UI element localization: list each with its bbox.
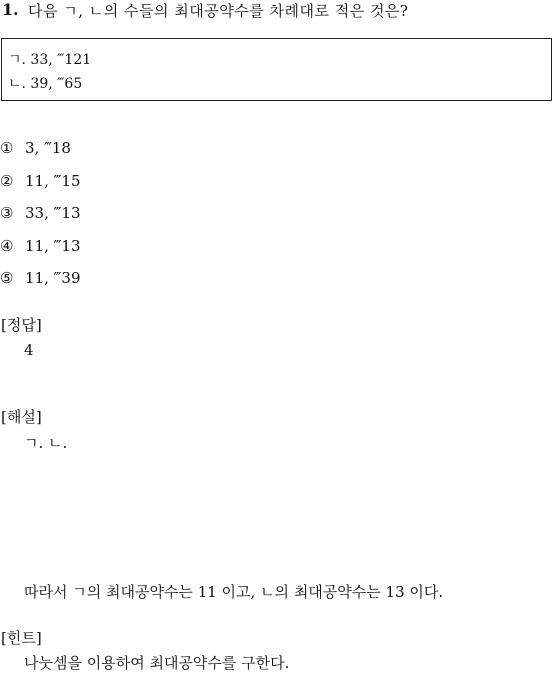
question-number: 1. bbox=[2, 0, 19, 19]
option-3[interactable] bbox=[0, 204, 81, 222]
option-2[interactable] bbox=[0, 172, 81, 190]
option-5-mark: ⑤ bbox=[0, 269, 14, 287]
explanation-conclusion: 따라서 ㄱ의 최대공약수는 11 이고, ㄴ의 최대공약수는 13 이다. bbox=[24, 583, 444, 601]
option-4-mark: ④ bbox=[0, 237, 14, 255]
explanation-line: ㄱ. ㄴ. bbox=[24, 434, 68, 452]
question-text: 다음 ㄱ, ㄴ의 수들의 최대공약수를 차례대로 적은 것은? bbox=[28, 2, 409, 20]
hint-label: [힌트] bbox=[1, 629, 42, 647]
option-1-value: 3, ‴18 bbox=[25, 139, 71, 157]
option-5[interactable] bbox=[0, 269, 81, 287]
option-2-value: 11, ‴15 bbox=[25, 172, 81, 190]
option-4[interactable] bbox=[0, 237, 81, 255]
given-item-1: ㄱ. 33, ‴121 bbox=[8, 52, 92, 68]
option-1-mark: ① bbox=[0, 139, 14, 157]
answer-value: 4 bbox=[24, 341, 34, 359]
option-3-mark: ③ bbox=[0, 204, 14, 222]
option-2-mark: ② bbox=[0, 172, 14, 190]
option-3-value: 33, ‴13 bbox=[25, 204, 81, 222]
explanation-label: [해설] bbox=[1, 408, 42, 426]
option-1[interactable] bbox=[0, 139, 71, 157]
answer-label: [정답] bbox=[1, 316, 42, 334]
given-box bbox=[1, 38, 552, 101]
option-5-value: 11, ‴39 bbox=[25, 269, 81, 287]
given-item-2: ㄴ. 39, ‴65 bbox=[8, 76, 83, 92]
option-4-value: 11, ‴13 bbox=[25, 237, 81, 255]
hint-text: 나눗셈을 이용하여 최대공약수를 구한다. bbox=[24, 654, 290, 672]
